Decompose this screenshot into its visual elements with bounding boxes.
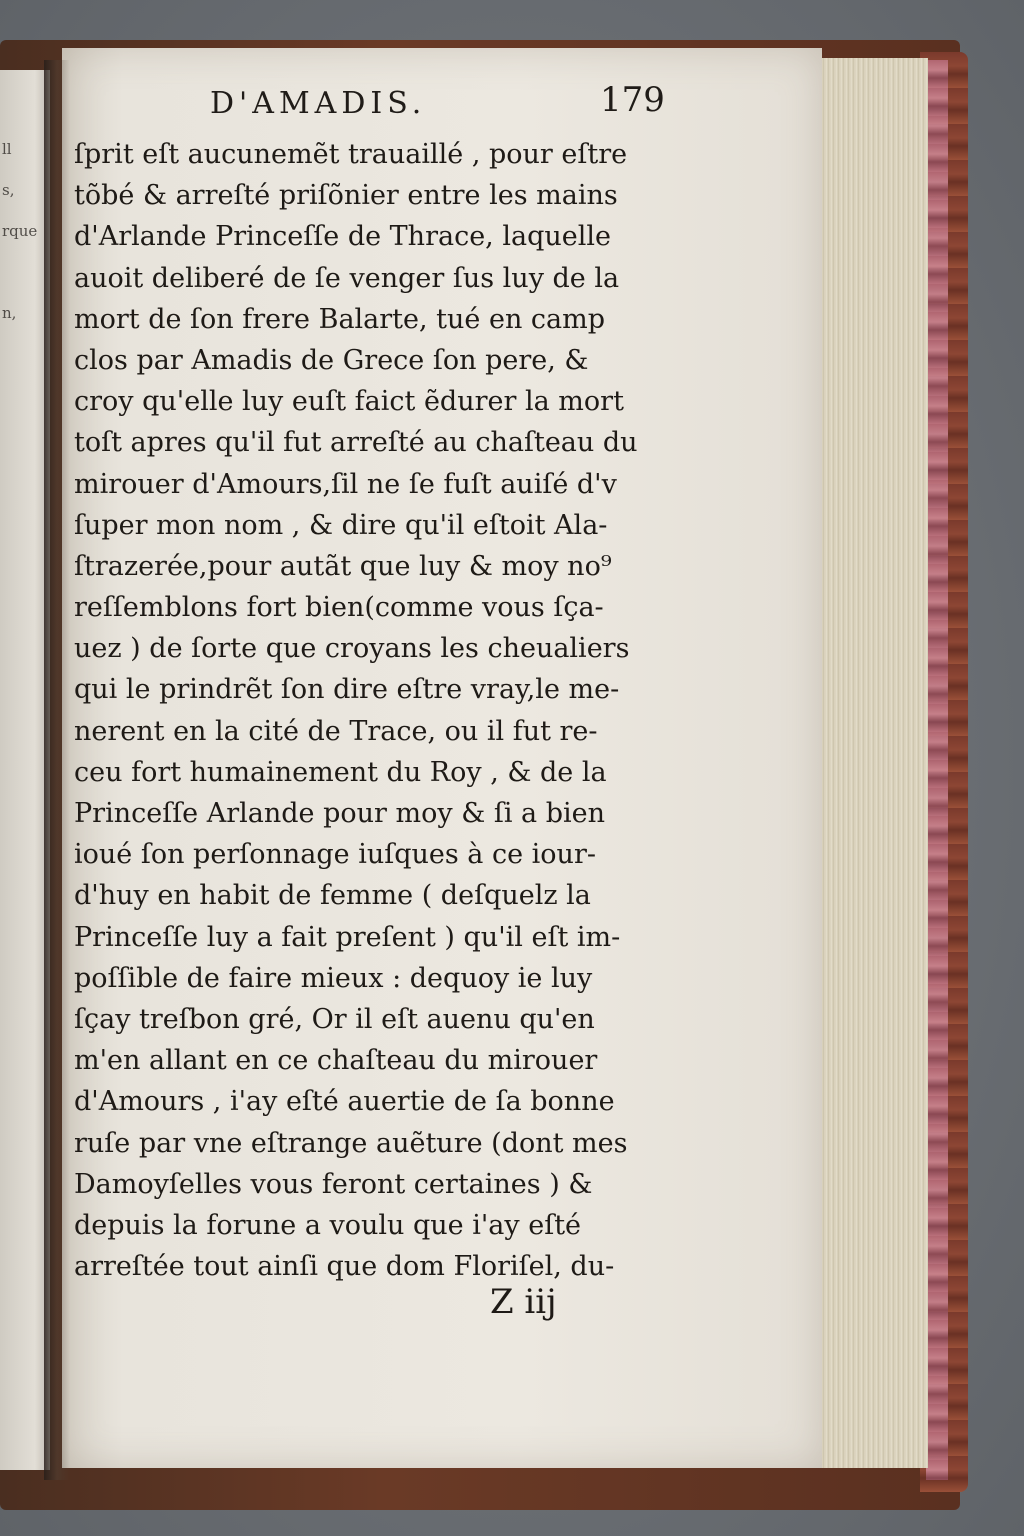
facing-page-fragment (2, 263, 48, 304)
facing-page-fragment (2, 1247, 48, 1288)
text-line: ſprit eſt aucunemẽt trauaillé , pour eſtre (74, 139, 628, 170)
facing-page-fragment (2, 960, 48, 1001)
facing-page-fragment (2, 714, 48, 755)
text-line: clos par Amadis de Grece ſon pere, & (74, 344, 589, 376)
text-line: d'huy en habit de femme ( deſquelz la (74, 880, 591, 912)
text-line: d'Arlande Princeſſe de Thrace, laquelle (74, 221, 611, 253)
page-number: 179 (600, 80, 665, 120)
text-line: ſçay treſbon gré, Or il eſt auenu qu'en (74, 1003, 595, 1035)
facing-page-fragment: ll (2, 140, 12, 158)
facing-page-fragment (2, 632, 48, 673)
facing-page-fragment (2, 1001, 48, 1042)
text-line: Princeſſe luy a fait preſent ) qu'il eſt im- (74, 921, 621, 953)
text-line: ſuper mon nom , & dire qu'il eſtoit Ala- (74, 509, 608, 541)
facing-page-fragment (2, 796, 48, 837)
text-line: croy qu'elle luy euſt faict ẽdurer la mort (74, 386, 624, 418)
text-line: tõbé & arreſté priſõnier entre les mains (74, 180, 618, 212)
facing-page-text (2, 140, 48, 1288)
text-line: ruſe par vne eſtrange auẽture (dont mes (74, 1127, 628, 1159)
facing-page-fragment (2, 837, 48, 878)
facing-page-fragment (2, 878, 48, 919)
facing-page-fragment (2, 1042, 48, 1083)
text-line: auoit deliberé de ſe venger ſus luy de la (74, 262, 620, 294)
gutter-shadow (44, 60, 70, 1480)
facing-page-fragment (2, 1165, 48, 1206)
text-line: depuis la forune a voulu que i'ay eſté (74, 1209, 582, 1241)
facing-page-fragment (2, 591, 48, 632)
text-line: ſtrazerée,pour autãt que luy & moy no⁹ (74, 550, 612, 582)
facing-page-fragment (2, 427, 48, 468)
text-line: mirouer d'Amours,ſil ne ſe fuſt auiſé d'v (74, 468, 617, 500)
facing-page-fragment (2, 1206, 48, 1247)
facing-page-fragment (2, 345, 48, 386)
text-line: mort de ſon frere Balarte, tué en camp (74, 303, 606, 335)
facing-page-fragment (2, 755, 48, 796)
text-line: ceu fort humainement du Roy , & de la (74, 756, 607, 788)
running-head: D'AMADIS. (210, 86, 427, 121)
text-line: toſt apres qu'il fut arreſté au chaſteau du (74, 427, 638, 459)
body-text (74, 134, 734, 1287)
text-line: nerent en la cité de Trace, ou il fut re- (74, 715, 598, 747)
facing-page-fragment: s, (2, 181, 15, 199)
facing-page (0, 70, 50, 1470)
facing-page-fragment (2, 550, 48, 591)
text-line: Damoyſelles vous feront certaines ) & (74, 1168, 593, 1200)
facing-page-fragment: n, (2, 304, 17, 322)
text-line: m'en allant en ce chaſteau du mirouer (74, 1045, 598, 1077)
text-line: Princeſſe Arlande pour moy & ſi a bien (74, 798, 606, 829)
signature-mark: Z iij (490, 1282, 557, 1322)
facing-page-fragment (2, 673, 48, 714)
facing-page-fragment (2, 1124, 48, 1165)
text-line: reſſemblons fort bien(comme vous ſça- (74, 592, 604, 624)
facing-page-fragment: rque (2, 222, 38, 240)
text-line: qui le prindrẽt ſon dire eſtre vray,le me- (74, 674, 620, 706)
text-line: uez ) de ſorte que croyans les cheualiers (74, 633, 630, 665)
facing-page-fragment (2, 468, 48, 509)
marbled-endpaper (926, 60, 948, 1480)
text-line: d'Amours , i'ay eſté auertie de ſa bonne (74, 1086, 615, 1118)
facing-page-fragment (2, 509, 48, 550)
facing-page-fragment (2, 919, 48, 960)
text-line: ioué ſon perſonnage iuſques à ce iour- (74, 839, 596, 871)
text-line: poſſible de faire mieux : dequoy ie luy (74, 962, 593, 994)
page-edges (818, 58, 928, 1468)
facing-page-fragment (2, 1083, 48, 1124)
text-line: arreſtée tout ainſi que dom Floriſel, du- (74, 1251, 615, 1283)
facing-page-fragment (2, 386, 48, 427)
